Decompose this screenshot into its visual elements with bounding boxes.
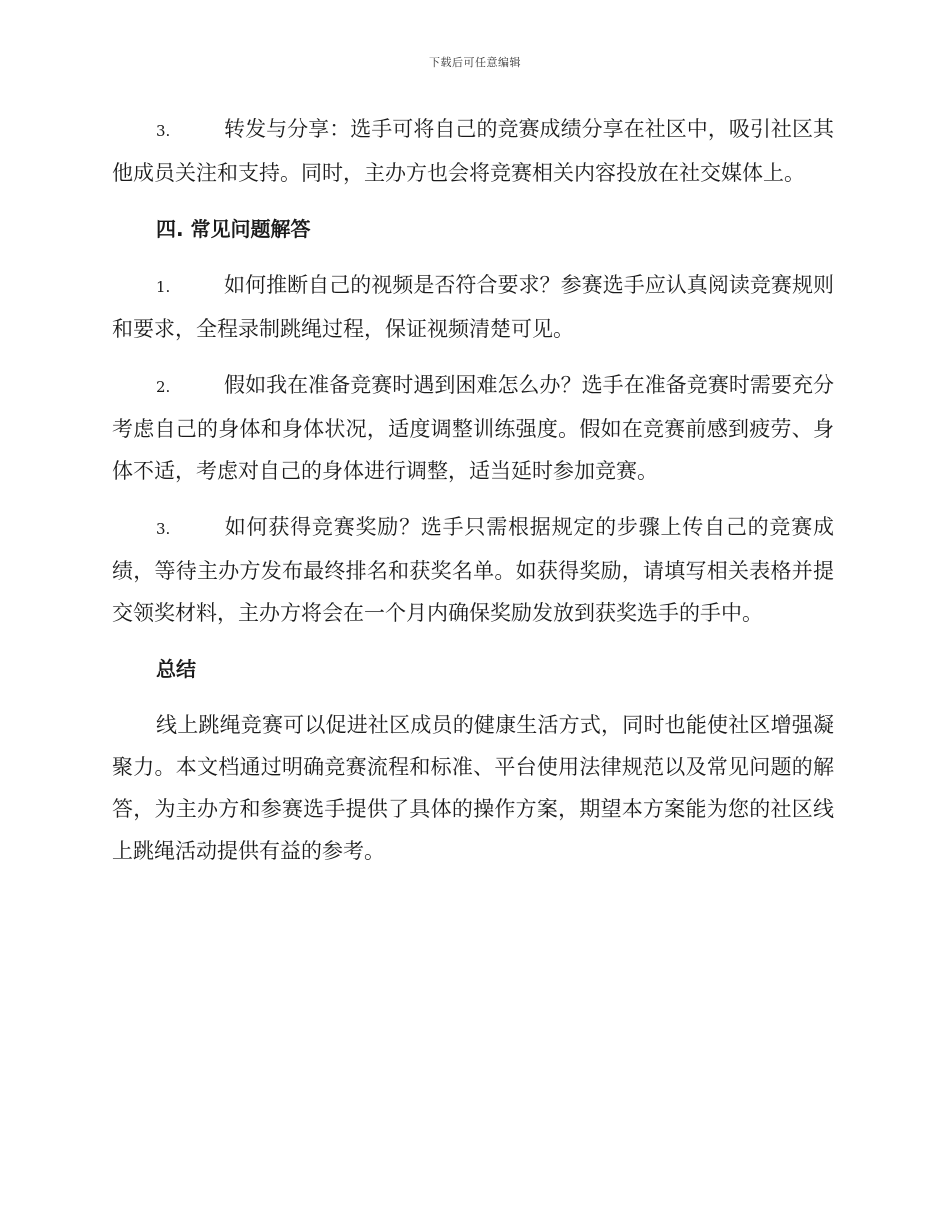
list-item — [112, 108, 834, 194]
section-heading-summary: 总结 — [156, 657, 196, 681]
list-text: 如何获得竞赛奖励？选手只需根据规定的步骤上传自己的竞赛成绩，等待主办方发布最终排名和获奖名单。如获得奖励，请填写相关表格并提交领奖材料，主办方将会在一个月内确保奖励发放到获奖选手的手中。 — [112, 515, 834, 625]
list-number: 1. — [156, 278, 171, 296]
list-text: 假如我在准备竞赛时遇到困难怎么办？选手在准备竞赛时需要充分考虑自己的身体和身体状况，适度调整训练强度。假如在竞赛前感到疲劳、身体不适，考虑对自己的身体进行调整，适当延时参加竞赛。 — [112, 373, 834, 483]
list-text: 转发与分享：选手可将自己的竞赛成绩分享在社区中，吸引社区其他成员关注和支持。同时，主办方也会将竞赛相关内容投放在社交媒体上。 — [112, 117, 834, 185]
list-number: 3. — [156, 520, 171, 538]
list-item — [112, 264, 834, 350]
section-heading-faq: 四. 常见问题解答 — [156, 217, 311, 241]
page-header: 下载后可任意编辑 — [429, 56, 521, 69]
list-item — [112, 506, 834, 634]
list-text: 如何推断自己的视频是否符合要求？参赛选手应认真阅读竞赛规则和要求，全程录制跳绳过程，保证视频清楚可见。 — [112, 273, 834, 341]
document-body — [112, 108, 834, 886]
list-number: 2. — [156, 378, 171, 396]
list-number: 3. — [156, 122, 171, 140]
list-item — [112, 364, 834, 492]
summary-paragraph: 线上跳绳竞赛可以促进社区成员的健康生活方式，同时也能使社区增强凝聚力。本文档通过明确竞赛流程和标准、平台使用法律规范以及常见问题的解答，为主办方和参赛选手提供了具体的操作方案，期望本方案能为您的社区线上跳绳活动提供有益的参考。 — [112, 713, 834, 863]
